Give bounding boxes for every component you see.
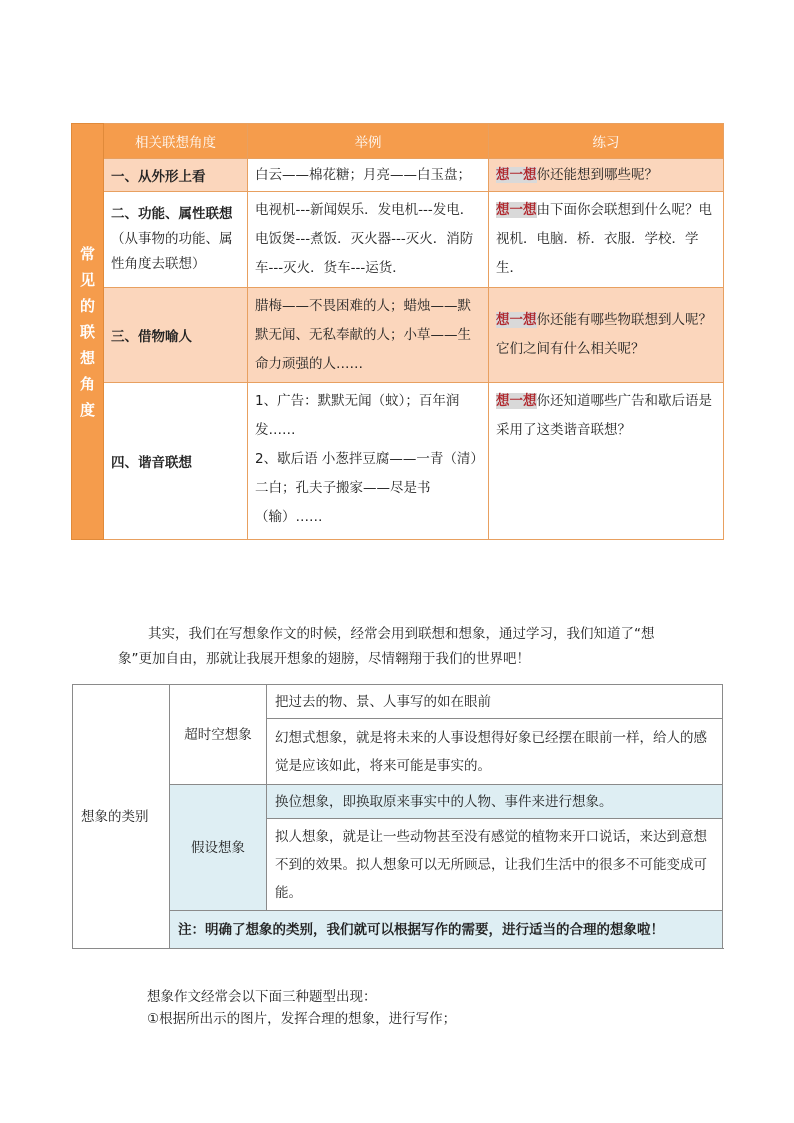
practice-text: 你还能有哪些物联想到人呢？它们之间有什么相关呢？ [496,312,712,357]
practice-cell [489,383,724,540]
category-cell: 三、借物喻人 [104,288,248,383]
note-cell: 注：明确了想象的类别，我们就可以根据写作的需要，进行适当的合理的想象啦！ [170,911,723,949]
table-row [72,159,724,192]
association-angles-table [71,123,724,540]
header-angle: 相关联想角度 [104,124,248,159]
question-type-1: ①根据所出示的图片，发挥合理的想象，进行写作； [147,1011,457,1027]
type-item-cell: 换位想象，即换取原来事实中的人物、事件来进行想象。 [267,785,723,819]
practice-text: 你还能想到哪些呢？ [536,166,658,183]
question-types-text [147,986,456,1030]
table1-header-row [72,124,724,159]
practice-text: 你还知道哪些广告和歇后语是采用了这类谐音联想？ [496,393,712,438]
category-label-cell: 想象的类别 [73,685,170,949]
header-practice: 练习 [489,124,724,159]
example-cell: 1、广告：默默无闻（蚊）；百年润发…… 2、歇后语 小葱拌豆腐——一青（清）二白；孔夫子搬家——尽是书（输）…… [248,383,489,540]
practice-cell [489,288,724,383]
type-item-cell: 幻想式想象，就是将未来的人事设想得好象已经摆在眼前一样，给人的感觉是应该如此，将来可能是事实的。 [267,719,723,785]
think-label: 想一想 [496,166,537,183]
table-row [72,288,724,383]
header-example: 举例 [248,124,489,159]
type-item-cell: 把过去的物、景、人事写的如在眼前 [267,685,723,719]
intro-line-1: 其实，我们在写想象作文的时候，经常会用到联想和想象，通过学习，我们知道了“想 [148,626,655,642]
category-cell: 二、功能、属性联想 （从事物的功能、属性角度去联想） [104,192,248,288]
table-row [73,785,723,819]
example-cell: 电视机---新闻娱乐．发电机---发电．电饭煲---煮饭．灭火器---灭火．消防车---灭火．货车---运货． [248,192,489,288]
practice-cell [489,192,724,288]
example-cell: 腊梅——不畏困难的人；蜡烛——默默无闻、无私奉献的人；小草——生命力顽强的人…… [248,288,489,383]
table-row [72,192,724,288]
think-label: 想一想 [496,393,537,409]
intro-paragraph [118,622,716,672]
think-label: 想一想 [496,202,537,218]
table-row [73,911,723,949]
imagination-types-table [72,684,723,949]
type-item-cell: 拟人想象，就是让一些动物甚至没有感觉的植物来开口说话，来达到意想不到的效果。拟人想象可以无所顾忌，让我们生活中的很多不可能变成可能。 [267,819,723,911]
group-name-cell: 超时空想象 [170,685,267,785]
category-cell: 一、从外形上看 [104,159,248,192]
side-title: 常见的联想角度 [72,124,104,540]
table-row [72,383,724,540]
practice-text: 由下面你会联想到什么呢？电视机．电脑．桥．衣服．学校．学生． [496,202,712,276]
practice-cell [489,159,724,192]
intro-line-2: 象”更加自由，那就让我展开想象的翅膀，尽情翱翔于我们的世界吧！ [118,651,530,667]
question-types-intro: 想象作文经常会以下面三种题型出现： [147,989,377,1005]
table-row [73,685,723,719]
think-label: 想一想 [496,312,537,328]
category-cell: 四、谐音联想 [104,383,248,540]
example-cell: 白云——棉花糖；月亮——白玉盘； [248,159,489,192]
group-name-cell: 假设想象 [170,785,267,911]
